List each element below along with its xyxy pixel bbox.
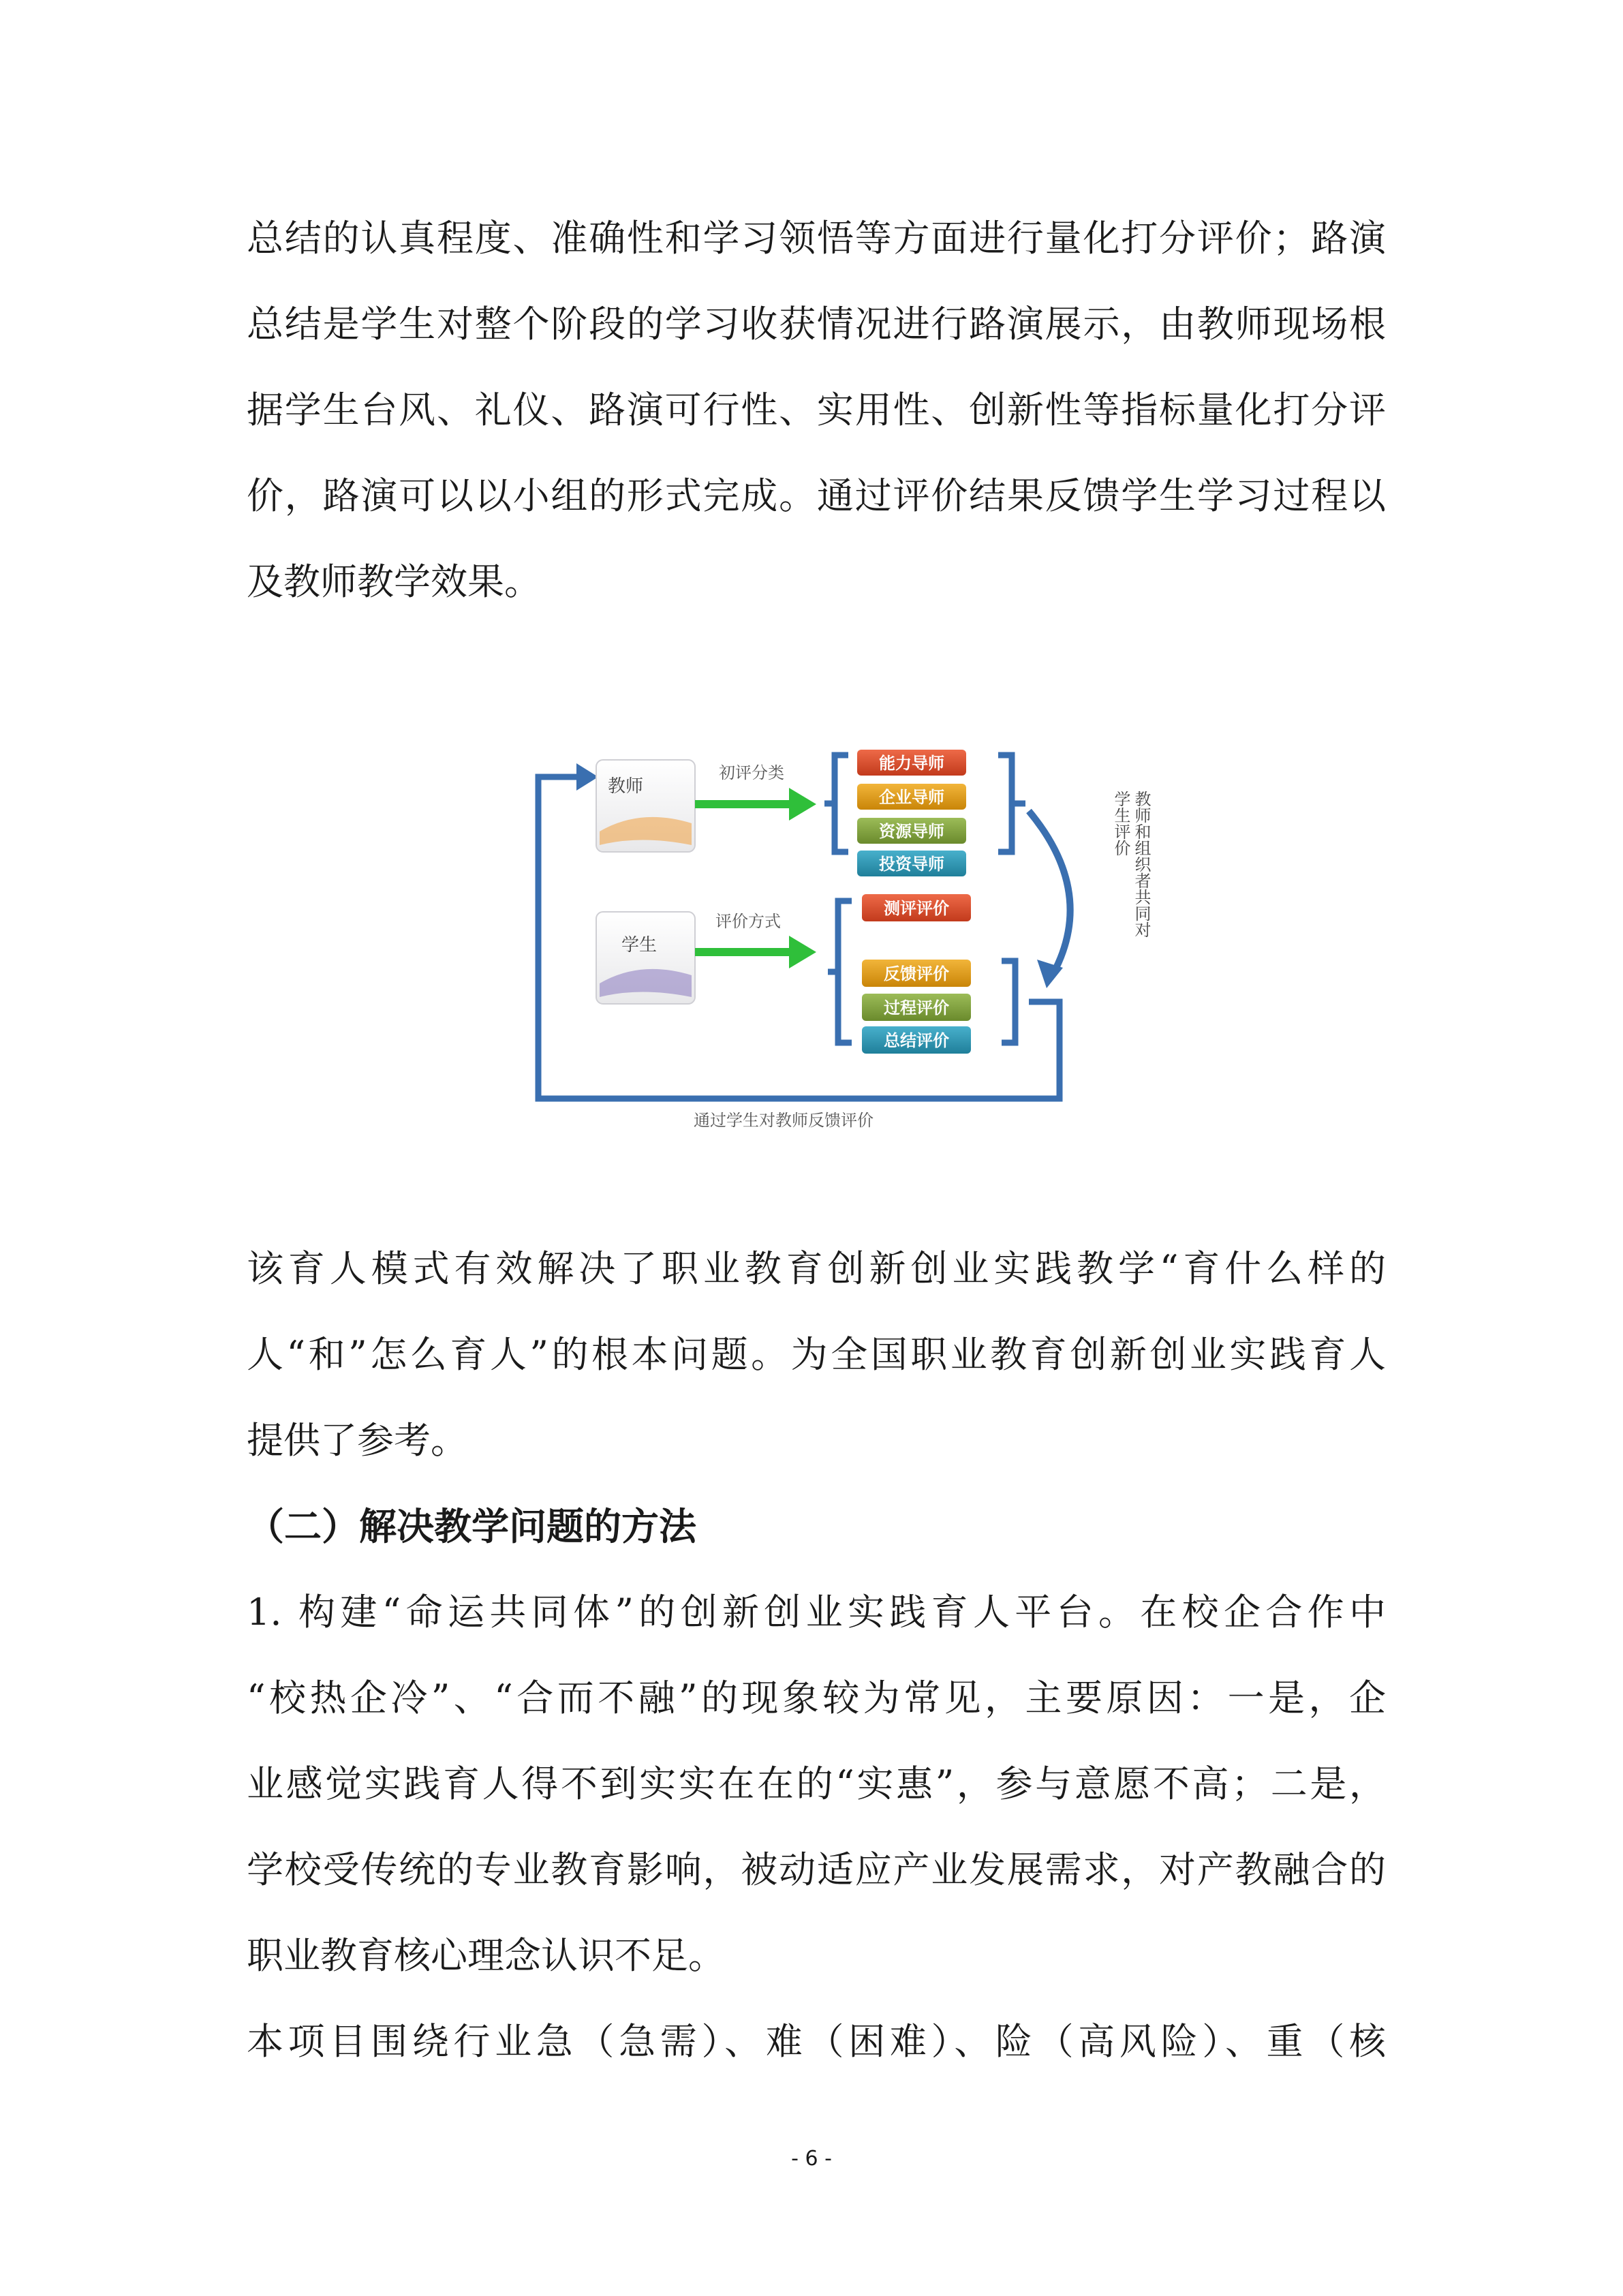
mentor-item	[857, 818, 966, 844]
text-line: “校热企冷”、“合而不融”的现象较为常见，主要原因：一是，企	[247, 1677, 1386, 1719]
bottom-label: 通过学生对教师反馈评价	[694, 1111, 874, 1130]
mentor-bracket-right	[998, 755, 1025, 852]
evaluation-item	[862, 1026, 971, 1054]
svg-text:企业导师: 企业导师	[879, 788, 944, 807]
teacher-box	[596, 760, 695, 852]
text-line: 价，路演可以以小组的形式完成。通过评价结果反馈学生学习过程以	[247, 474, 1386, 517]
text-line: 提供了参考。	[247, 1419, 467, 1462]
text-line: 本项目围绕行业急（急需）、难（困难）、险（高风险）、重（核	[247, 2020, 1386, 2063]
arrow-1-shaft	[695, 800, 790, 808]
text-line: 人“和”怎么育人”的根本问题。为全国职业教育创新创业实践育人	[247, 1333, 1386, 1376]
student-box	[596, 912, 695, 1004]
arrow-1-head	[789, 788, 816, 821]
page-number: - 6 -	[791, 2147, 832, 2171]
side-text-1: 教师和组织者共同对	[1132, 791, 1151, 938]
evaluation-item	[862, 994, 971, 1021]
mentor-item	[857, 851, 966, 876]
text-line: 业感觉实践育人得不到实实在在的“实惠”，参与意愿不高；二是，	[247, 1762, 1386, 1805]
svg-text:总结评价: 总结评价	[884, 1031, 949, 1050]
evaluation-bracket-right	[1002, 961, 1015, 1043]
text-line: 职业教育核心理念认识不足。	[247, 1934, 725, 1977]
evaluation-item	[862, 960, 971, 987]
svg-text:过程评价: 过程评价	[884, 998, 949, 1017]
mentor-bracket-left	[824, 755, 848, 852]
svg-text:资源导师: 资源导师	[879, 822, 944, 841]
text-line: 1. 构建“命运共同体”的创新创业实践育人平台。在校企合作中	[247, 1591, 1386, 1634]
curved-arrow	[1029, 811, 1070, 975]
evaluation-item	[862, 894, 971, 921]
text-line: 该育人模式有效解决了职业教育创新创业实践教学“育什么样的	[247, 1247, 1386, 1290]
text-line: 据学生台风、礼仪、路演可行性、实用性、创新性等指标量化打分评	[247, 388, 1386, 431]
evaluation-diagram	[525, 743, 1165, 1138]
student-label: 学生	[621, 935, 658, 955]
svg-text:测评评价: 测评评价	[884, 899, 949, 918]
text-line: 学校受传统的专业教育影响，被动适应产业发展需求，对产教融合的	[247, 1848, 1386, 1891]
text-line: 总结的认真程度、准确性和学习领悟等方面进行量化打分评价；路演	[247, 217, 1386, 260]
text-line: 总结是学生对整个阶段的学习收获情况进行路演展示，由教师现场根	[247, 303, 1386, 346]
section-heading: （二）解决教学问题的方法	[247, 1504, 697, 1548]
mentor-item	[857, 784, 966, 810]
svg-text:投资导师: 投资导师	[879, 855, 944, 874]
arrow-2-shaft	[695, 948, 790, 956]
teacher-label: 教师	[608, 776, 644, 797]
svg-text:反馈评价: 反馈评价	[884, 964, 949, 983]
text-line: 及教师教学效果。	[247, 560, 541, 603]
feedback-loop-arrowhead	[576, 763, 598, 791]
svg-text:能力导师: 能力导师	[879, 754, 944, 773]
mentor-item	[857, 750, 966, 776]
arrow-2-label: 评价方式	[715, 912, 781, 931]
evaluation-bracket-left	[828, 901, 852, 1043]
side-text-2: 学生评价	[1111, 791, 1130, 856]
arrow-2-head	[789, 936, 816, 968]
arrow-1-label: 初评分类	[719, 763, 784, 782]
